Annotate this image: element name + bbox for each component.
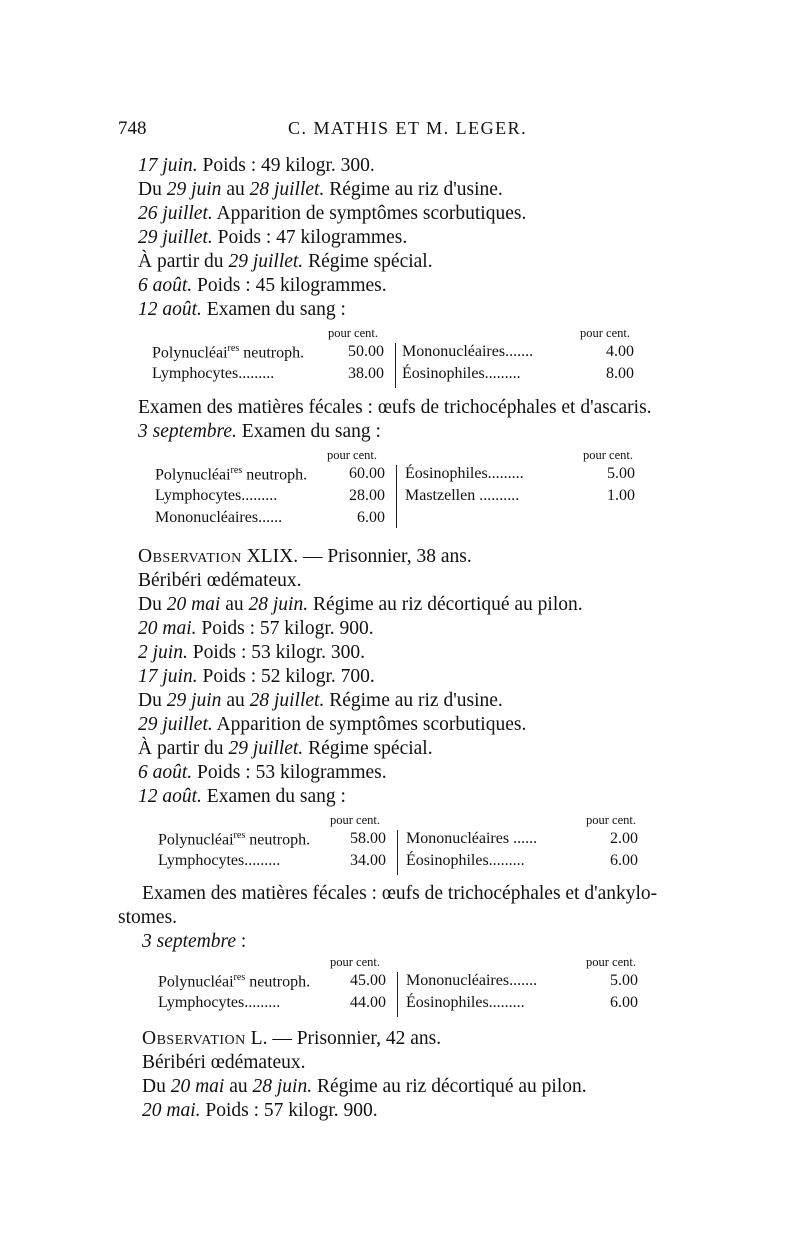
value-cell: 28.00	[349, 487, 385, 504]
text-line: 12 août. Examen du sang :	[138, 299, 346, 320]
text-line: 3 septembre :	[142, 931, 247, 952]
blood-exam-table: pour cent. pour cent. Polynucléai$^{res}$ neutroph. 45.00 Mononucléaires....... 5.00 Lymphocytes......... 44.00 Éosinophiles......... 6.00	[158, 955, 648, 1017]
value-cell: 4.00	[606, 343, 634, 360]
column-header: pour cent.	[586, 955, 636, 969]
text-line: 3 septembre. Examen du sang :	[138, 421, 381, 442]
value-cell: 45.00	[350, 972, 386, 989]
text-line: 26 juillet. Apparition de symptômes scorbutiques.	[138, 203, 527, 224]
page-header	[118, 118, 688, 146]
value-cell: 50.00	[348, 343, 384, 360]
text-line: 17 juin. Poids : 49 kilogr. 300.	[138, 155, 375, 176]
value-cell: 6.00	[357, 509, 385, 526]
blood-exam-table: pour cent. pour cent. Polynucléai$^{res}$ neutroph. 58.00 Mononucléaires ...... 2.00 Lymphocytes......... 34.00 Éosinophiles......... 6.00	[158, 813, 648, 875]
text-line: Du 20 mai au 28 juin. Régime au riz décortiqué au pilon.	[138, 594, 583, 615]
column-header: pour cent.	[580, 326, 630, 340]
text-line: Examen des matières fécales : œufs de trichocéphales et d'ankylo-	[142, 883, 658, 904]
value-cell: 60.00	[349, 465, 385, 482]
value-cell: 6.00	[610, 994, 638, 1011]
column-divider	[395, 343, 396, 388]
text-line: Examen des matières fécales : œufs de trichocéphales et d'ascaris.	[138, 397, 652, 418]
value-cell: 44.00	[350, 994, 386, 1011]
text-line: Du 29 juin au 28 juillet. Régime au riz d'usine.	[138, 179, 503, 200]
text-line: 6 août. Poids : 45 kilogrammes.	[138, 275, 387, 296]
column-header: pour cent.	[328, 326, 378, 340]
value-cell: 5.00	[607, 465, 635, 482]
text-line: stomes.	[118, 907, 178, 928]
text-line: 12 août. Examen du sang :	[138, 786, 346, 807]
text-line: 29 juillet. Poids : 47 kilogrammes.	[138, 227, 408, 248]
text-line: Béribéri œdémateux.	[138, 570, 302, 591]
running-title: C. MATHIS ET M. LEGER.	[288, 118, 528, 138]
observation-heading: Observation L. — Prisonnier, 42 ans.	[142, 1028, 442, 1049]
observation-heading: Observation XLIX. — Prisonnier, 38 ans.	[138, 546, 472, 567]
column-header: pour cent.	[330, 813, 380, 827]
text-line: 20 mai. Poids : 57 kilogr. 900.	[142, 1100, 378, 1121]
value-cell: 1.00	[607, 487, 635, 504]
column-header: pour cent.	[327, 448, 377, 462]
text-line: 20 mai. Poids : 57 kilogr. 900.	[138, 618, 374, 639]
value-cell: 5.00	[610, 972, 638, 989]
text-line: Béribéri œdémateux.	[142, 1052, 306, 1073]
value-cell: 34.00	[350, 852, 386, 869]
text-line: 2 juin. Poids : 53 kilogr. 300.	[138, 642, 365, 663]
text-line: 6 août. Poids : 53 kilogrammes.	[138, 762, 387, 783]
column-header: pour cent.	[330, 955, 380, 969]
column-header: pour cent.	[583, 448, 633, 462]
value-cell: 8.00	[606, 365, 634, 382]
column-header: pour cent.	[586, 813, 636, 827]
value-cell: 6.00	[610, 852, 638, 869]
value-cell: 38.00	[348, 365, 384, 382]
column-divider	[397, 830, 398, 875]
text-line: 17 juin. Poids : 52 kilogr. 700.	[138, 666, 375, 687]
column-divider	[397, 972, 398, 1017]
column-divider	[396, 465, 397, 528]
text-line: À partir du 29 juillet. Régime spécial.	[138, 738, 433, 759]
value-cell: 58.00	[350, 830, 386, 847]
page-number: 748	[118, 118, 147, 139]
text-line: Du 29 juin au 28 juillet. Régime au riz d'usine.	[138, 690, 503, 711]
blood-exam-table: pour cent. pour cent. Polynucléai$^{res}$ neutroph. 60.00 Éosinophiles......... 5.00 Lymphocytes......... 28.00 Mastzellen .......... 1.00 Mononucléaires...... 6.00	[155, 448, 635, 526]
value-cell: 2.00	[610, 830, 638, 847]
blood-exam-table: pour cent. pour cent. Polynucléai$^{res}$ neutroph. 50.00 Mononucléaires....... 4.00 Lymphocytes......... 38.00 Éosinophiles......... 8.00	[152, 326, 647, 388]
text-line: 29 juillet. Apparition de symptômes scorbutiques.	[138, 714, 527, 735]
text-line: Du 20 mai au 28 juin. Régime au riz décortiqué au pilon.	[142, 1076, 587, 1097]
text-line: À partir du 29 juillet. Régime spécial.	[138, 251, 433, 272]
